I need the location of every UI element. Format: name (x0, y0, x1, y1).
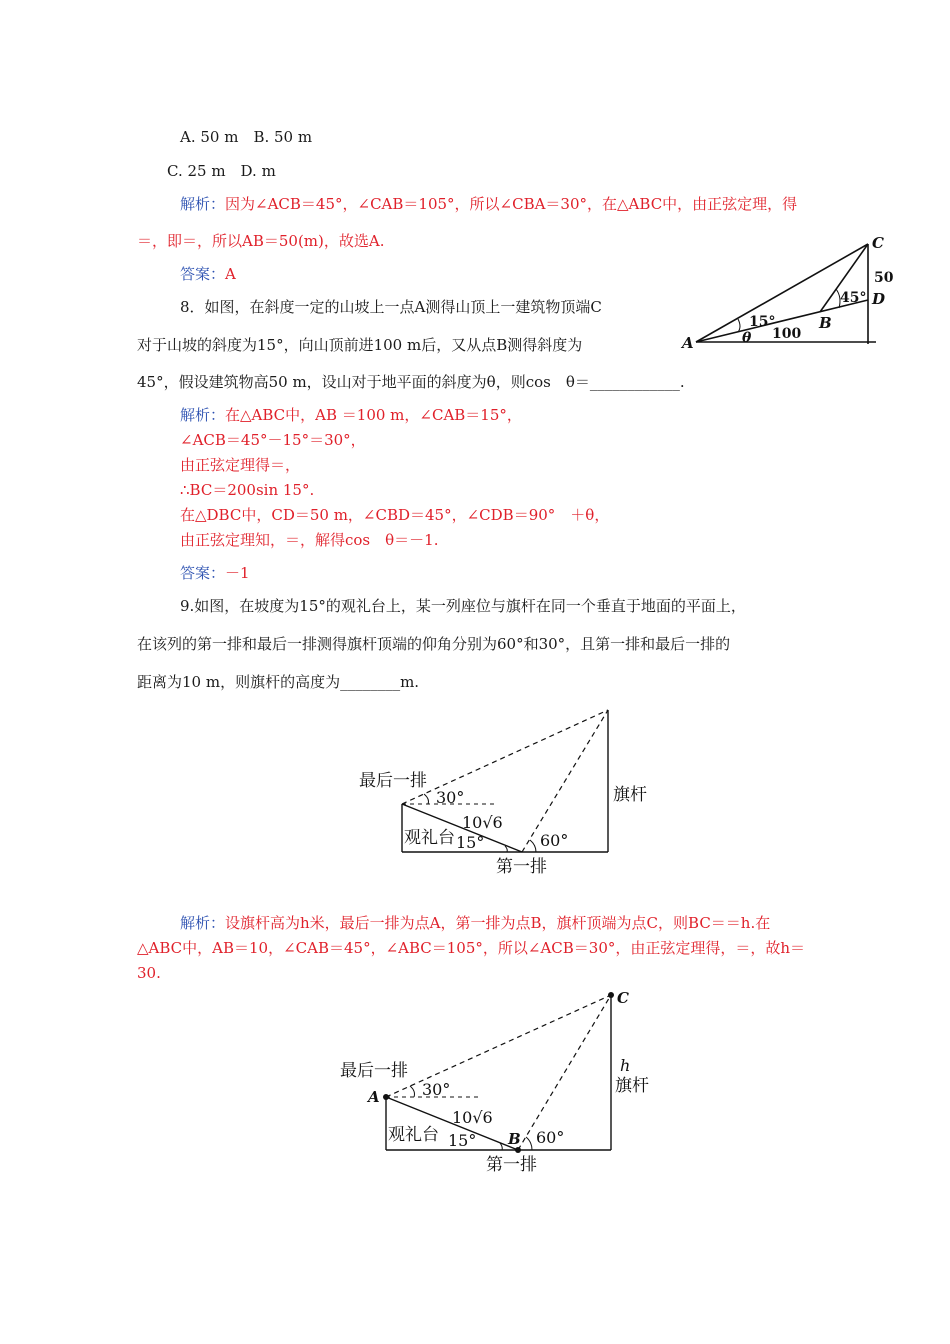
q8-label-b: B (819, 314, 832, 332)
q8-answer-value: －1 (225, 564, 250, 582)
q9-f1-platform: 观礼台 (404, 828, 455, 848)
q9-solution-line3: 30. (137, 964, 161, 982)
q8-solution-line1 (180, 405, 522, 425)
q7-solution-label: 解析： (180, 195, 226, 213)
q7-answer-label: 答案： (180, 265, 226, 283)
q7-options-ab: A. 50 m B. 50 m (180, 128, 313, 146)
q8-angle-15: 15° (749, 314, 776, 330)
q9-f2-platform: 观礼台 (388, 1125, 439, 1145)
q8-solution-label: 解析： (180, 406, 226, 424)
q8-angle-45: 45° (840, 290, 867, 306)
q9-figure-2 (330, 985, 670, 1180)
q8-stem-line2: 对于山坡的斜度为15°，向山顶前进100 m后，又从点B测得斜度为 (137, 336, 583, 354)
q7-solution-line1 (180, 194, 797, 214)
q8-solution-line4: ∴BC＝200sin 15°. (180, 481, 315, 499)
q9-f2-label-b: B (508, 1130, 521, 1148)
q8-angle-theta: θ (742, 330, 752, 346)
q9-f1-last-row: 最后一排 (359, 771, 427, 791)
q8-length-100: 100 (772, 326, 802, 342)
q9-f1-length: 10√6 (462, 813, 503, 832)
q9-stem-line1: 9.如图，在坡度为15°的观礼台上，某一列座位与旗杆在同一个垂直于地面的平面上， (180, 597, 746, 615)
q9-f2-label-a: A (368, 1088, 380, 1106)
q9-f2-label-h: h (620, 1056, 631, 1075)
q9-f2-angle-60: 60° (536, 1128, 565, 1147)
q8-stem-line3: 45°，假设建筑物高50 m，设山对于地平面的斜度为θ，则cos θ＝____________. (137, 373, 685, 391)
q9-f1-angle-30: 30° (436, 788, 465, 807)
q9-stem-line2: 在该列的第一排和最后一排测得旗杆顶端的仰角分别为60°和30°，且第一排和最后一排的 (137, 635, 731, 653)
q8-length-50: 50 (874, 270, 894, 286)
q9-solution-label: 解析： (180, 914, 226, 932)
q8-answer-label: 答案： (180, 564, 226, 582)
q8-stem-line1: 8．如图，在斜度一定的山坡上一点A测得山顶上一建筑物顶端C (180, 298, 602, 316)
q7-solution-line2: ＝，即＝，所以AB＝50(m)，故选A. (137, 232, 385, 250)
q7-options-cd: C. 25 m D. m (167, 162, 276, 180)
q8-solution-line5: 在△DBC中，CD＝50 m，∠CBD＝45°，∠CDB＝90° ＋θ， (180, 506, 610, 524)
q9-figure-1 (350, 700, 680, 882)
q8-solution-line2: ∠ACB＝45°－15°＝30°， (180, 431, 366, 449)
q8-solution-line3: 由正弦定理得＝， (180, 456, 301, 474)
q8-solution-text1: 在△ABC中，AB ＝100 m，∠CAB＝15°， (225, 406, 522, 424)
q7-solution-text1: 因为∠ACB＝45°，∠CAB＝105°，所以∠CBA＝30°，在△ABC中，由正弦定理，得 (225, 195, 798, 213)
q9-solution-line2: △ABC中，AB＝10，∠CAB＝45°，∠ABC＝105°，所以∠ACB＝30°，由正弦定理得，＝，故h＝ (137, 939, 806, 957)
q9-solution-line1 (180, 913, 770, 933)
q9-f2-label-c: C (617, 989, 629, 1007)
q9-f1-angle-60: 60° (540, 831, 569, 850)
q9-f1-first-row: 第一排 (496, 857, 547, 877)
q8-label-d: D (872, 290, 886, 308)
q9-f1-angle-15: 15° (456, 833, 485, 852)
q9-f2-angle-30: 30° (422, 1080, 451, 1099)
q7-answer (180, 264, 236, 284)
q9-f2-length: 10√6 (452, 1108, 493, 1127)
q9-solution-text1: 设旗杆高为h米，最后一排为点A，第一排为点B，旗杆顶端为点C，则BC＝＝h.在 (225, 914, 771, 932)
q8-figure (676, 232, 898, 352)
q8-solution-line6: 由正弦定理知，＝，解得cos θ＝－1. (180, 531, 439, 549)
q8-label-c: C (872, 234, 884, 252)
q7-answer-value: A (225, 265, 236, 283)
q9-f2-flagpole: 旗杆 (615, 1076, 649, 1096)
q9-stem-line3: 距离为10 m，则旗杆的高度为________m. (137, 673, 420, 691)
q9-f2-last-row: 最后一排 (340, 1061, 408, 1081)
q8-answer (180, 563, 250, 583)
q9-f1-flagpole: 旗杆 (613, 785, 647, 805)
q9-f2-angle-15: 15° (448, 1131, 477, 1150)
q8-label-a: A (682, 334, 694, 352)
q9-f2-first-row: 第一排 (486, 1155, 537, 1175)
